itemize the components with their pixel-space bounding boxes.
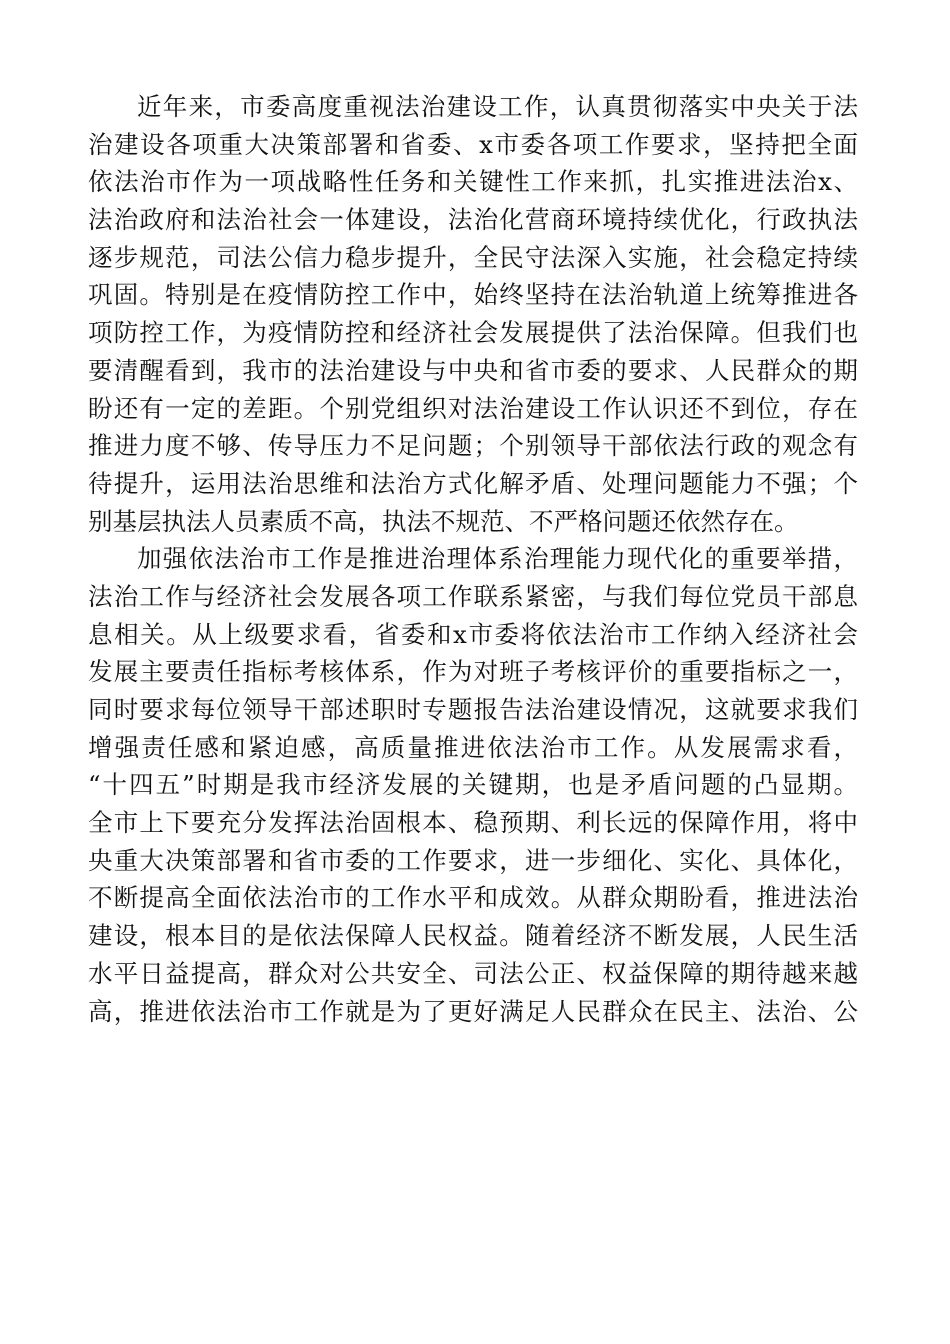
text-line: 推进力度不够、传导压力不足问题；个别领导干部依法行政的观念有	[88, 431, 858, 461]
text-line: 要清醒看到，我市的法治建设与中央和省市委的要求、人民群众的期	[88, 355, 858, 385]
text-line: 近年来，市委高度重视法治建设工作，认真贯彻落实中央关于法	[137, 92, 858, 121]
text-line: 水平日益提高，群众对公共安全、司法公正、权益保障的期待越来越	[88, 958, 858, 988]
text-line: 建设，根本目的是依法保障人民权益。随着经济不断发展，人民生活	[88, 921, 858, 951]
text-line: 待提升，运用法治思维和法治方式化解矛盾、处理问题能力不强；个	[88, 468, 858, 498]
text-line: 高，推进依法治市工作就是为了更好满足人民群众在民主、法治、公	[88, 996, 858, 1026]
text-line: 项防控工作，为疫情防控和经济社会发展提供了法治保障。但我们也	[88, 318, 858, 348]
text-line: 加强依法治市工作是推进治理体系治理能力现代化的重要举措，	[137, 544, 858, 574]
text-line: 增强责任感和紧迫感，高质量推进依法治市工作。从发展需求看，	[88, 732, 858, 762]
text-line: 同时要求每位领导干部述职时专题报告法治建设情况，这就要求我们	[88, 695, 858, 724]
paragraph-2	[88, 540, 858, 1030]
text-line: 央重大决策部署和省市委的工作要求，进一步细化、实化、具体化，	[88, 845, 858, 875]
text-line: 不断提高全面依法治市的工作水平和成效。从群众期盼看，推进法治	[88, 883, 858, 913]
text-line: 盼还有一定的差距。个别党组织对法治建设工作认识还不到位，存在	[88, 393, 858, 423]
text-line: 法治政府和法治社会一体建设，法治化营商环境持续优化，行政执法	[88, 205, 858, 235]
text-line: 别基层执法人员素质不高，执法不规范、不严格问题还依然存在。	[88, 506, 799, 536]
text-line: 全市上下要充分发挥法治固根本、稳预期、利长远的保障作用，将中	[88, 808, 858, 838]
text-line: 法治工作与经济社会发展各项工作联系紧密，与我们每位党员干部息	[88, 581, 858, 611]
text-line: 巩固。特别是在疫情防控工作中，始终坚持在法治轨道上统筹推进各	[88, 280, 858, 310]
text-line: 依法治市作为一项战略性任务和关键性工作来抓，扎实推进法治x、	[88, 167, 858, 197]
text-line: “十四五”时期是我市经济发展的关键期，也是矛盾问题的凸显期。	[88, 770, 858, 800]
document-body	[88, 88, 858, 1030]
text-line: 治建设各项重大决策部署和省委、x市委各项工作要求，坚持把全面	[88, 129, 858, 159]
text-line: 逐步规范，司法公信力稳步提升，全民守法深入实施，社会稳定持续	[88, 242, 858, 272]
text-line: 息相关。从上级要求看，省委和x市委将依法治市工作纳入经济社会	[88, 619, 858, 649]
text-line: 发展主要责任指标考核体系，作为对班子考核评价的重要指标之一，	[88, 657, 858, 687]
paragraph-1	[88, 88, 858, 540]
